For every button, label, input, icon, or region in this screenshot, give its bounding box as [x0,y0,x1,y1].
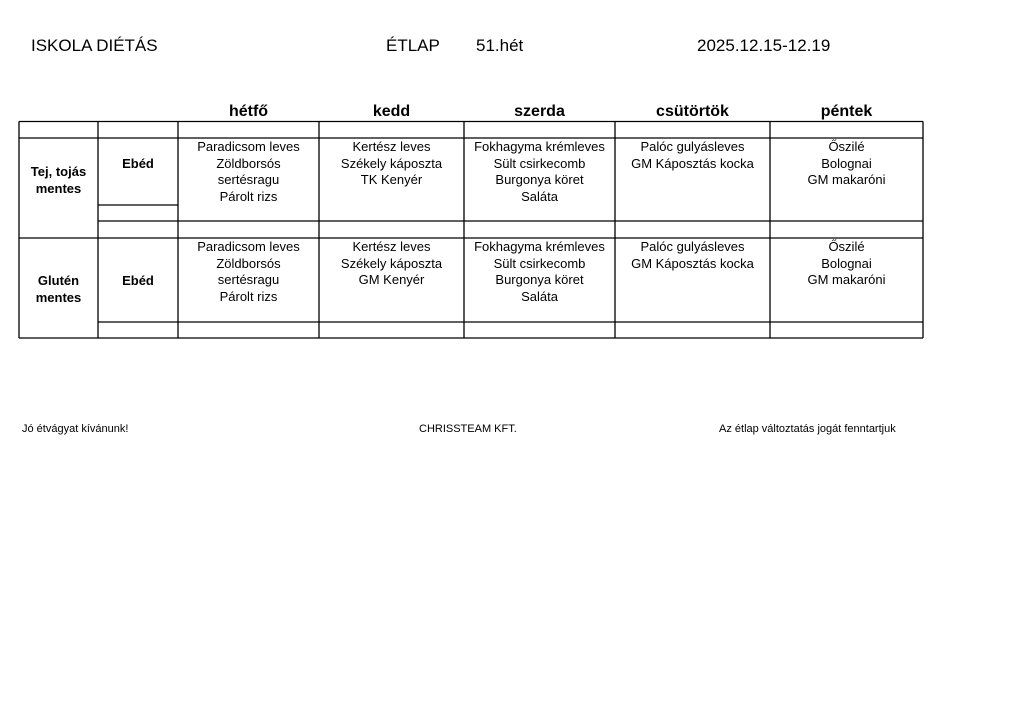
menu-cell-r1-friday [770,139,923,189]
dish: TK Kenyér [360,172,423,188]
diet-label-line1: Glutén [37,273,80,288]
dish: Kertész leves [352,239,431,254]
menu-title: ÉTLAP [386,36,440,55]
dish: Paradicsom leves [197,239,300,254]
menu-cell-r2-wednesday [464,239,615,305]
menu-cell-r2-tuesday [319,239,464,289]
menu-cell-r1-monday [178,139,319,205]
diet-label-gluten-free [19,272,98,306]
date-range: 2025.12.15-12.19 [697,36,831,55]
dish: Őszilé [828,139,865,154]
dish: Bolognai [821,155,872,171]
dish: sertésragu [217,172,280,188]
week-label: 51.hét [476,36,524,55]
diet-label-line2: mentes [35,290,82,305]
dish: Saláta [521,288,558,304]
dish: GM makaróni [807,172,886,188]
dish: Zöldborsós [216,155,281,171]
dish: Sült csirkecomb [493,155,586,171]
menu-cell-r2-monday [178,239,319,305]
dish: Sült csirkecomb [493,255,586,271]
dish: GM Káposztás kocka [631,155,754,171]
dish: GM makaróni [807,272,886,288]
dish: Burgonya köret [495,172,584,188]
day-header-wednesday: szerda [514,103,565,120]
dish: GM Káposztás kocka [631,255,754,271]
dish: Saláta [521,188,558,204]
dish: Bolognai [821,255,872,271]
dish: Őszilé [828,239,865,254]
dish: Párolt rizs [219,188,278,204]
dish: Paradicsom leves [197,139,300,154]
day-header-thursday: csütörtök [656,103,729,120]
day-header-friday: péntek [820,103,873,120]
meal-label-lunch: Ebéd [122,156,154,171]
dish: sertésragu [217,272,280,288]
dish: Palóc gulyásleves [640,139,745,154]
diet-label-line1: Tej, tojás [30,164,87,179]
menu-cell-r1-wednesday [464,139,615,205]
dish: Fokhagyma krémleves [474,139,605,154]
day-header-tuesday: kedd [372,103,411,120]
dish: Fokhagyma krémleves [474,239,605,254]
dish: Zöldborsós [216,255,281,271]
menu-cell-r1-thursday [615,139,770,172]
dish: Kertész leves [352,139,431,154]
dish: Párolt rizs [219,288,278,304]
day-header-monday: hétfő [228,103,269,120]
menu-cell-r2-friday [770,239,923,289]
dish: Burgonya köret [495,272,584,288]
footer-disclaimer: Az étlap változtatás jogát fenntartjuk [719,423,896,435]
dish: Székely káposzta [340,155,443,171]
footer-greeting: Jó étvágyat kívánunk! [22,423,129,435]
school-title: ISKOLA DIÉTÁS [31,36,158,55]
diet-label-line2: mentes [35,181,82,196]
diet-label-milk-egg-free [19,163,98,197]
footer-company: CHRISSTEAM KFT. [419,423,517,435]
dish: Székely káposzta [340,255,443,271]
menu-cell-r2-thursday [615,239,770,272]
menu-cell-r1-tuesday [319,139,464,189]
dish: GM Kenyér [358,272,425,288]
meal-label-lunch: Ebéd [122,273,154,288]
dish: Palóc gulyásleves [640,239,745,254]
